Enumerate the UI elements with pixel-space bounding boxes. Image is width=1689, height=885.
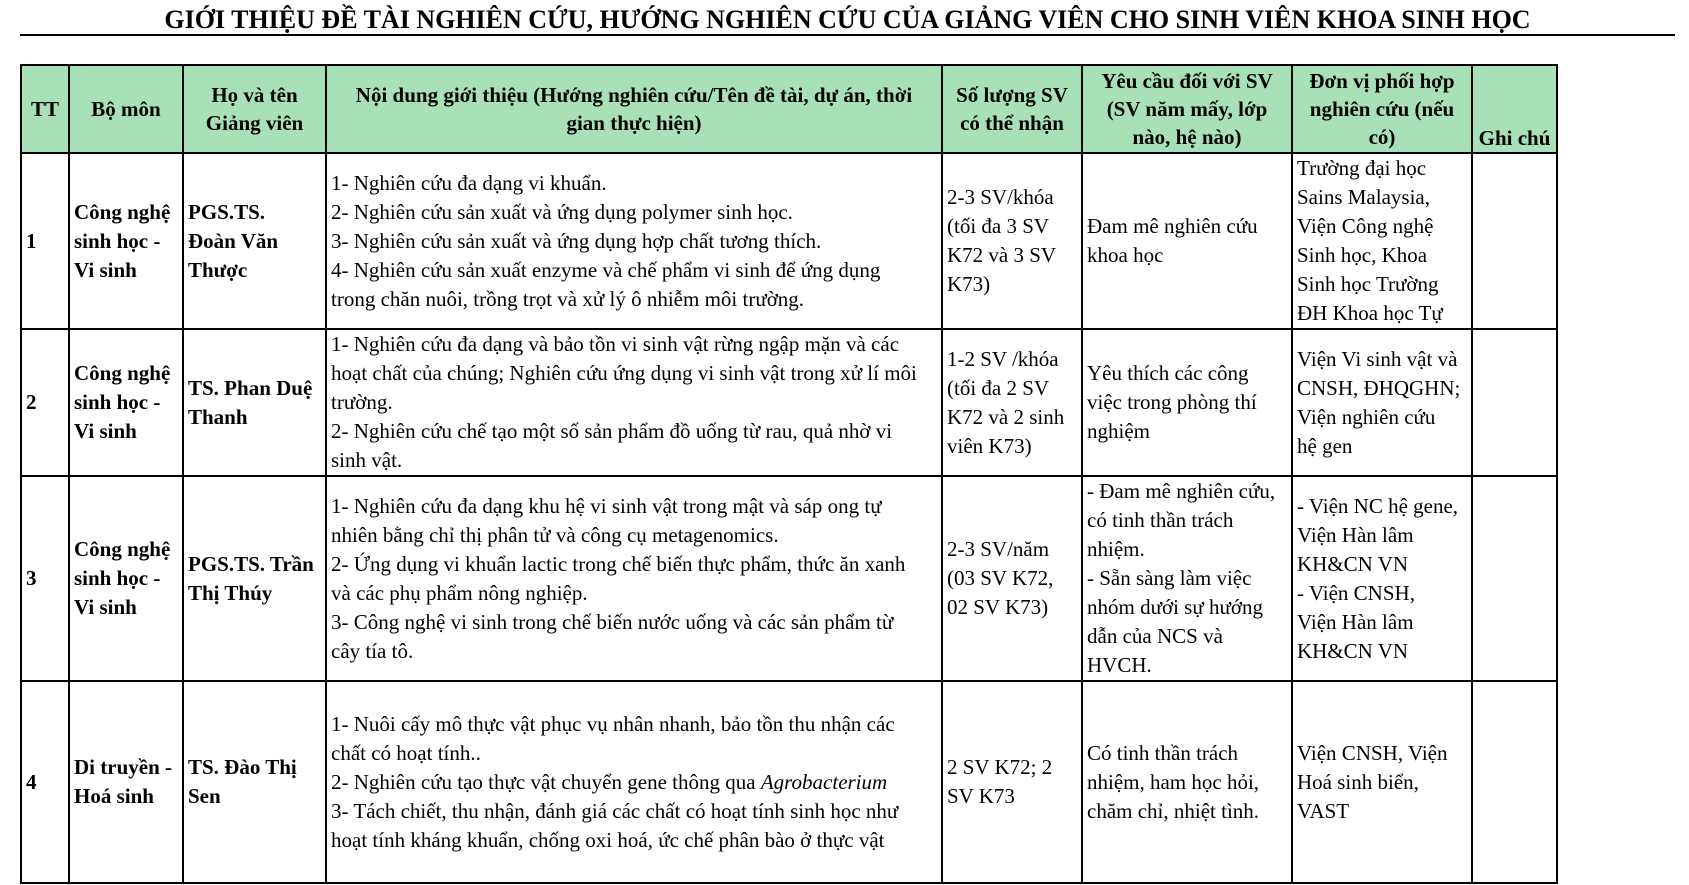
cell-bo-mon: Di truyền - Hoá sinh — [69, 681, 183, 883]
page-title: GIỚI THIỆU ĐỀ TÀI NGHIÊN CỨU, HƯỚNG NGHIÊN CỨU CỦA GIẢNG VIÊN CHO SINH VIÊN KHOA SINH HỌC — [20, 6, 1675, 36]
header-row — [21, 65, 1557, 153]
header-tt: TT — [21, 65, 69, 153]
header-ghi-chu: Ghi chú — [1472, 65, 1557, 153]
header-yeu-cau: Yêu cầu đối với SV (SV năm mấy, lớp nào, hệ nào) — [1082, 65, 1292, 153]
cell-so-luong: 1-2 SV /khóa (tối đa 2 SV K72 và 2 sinh viên K73) — [942, 329, 1082, 476]
cell-tt: 3 — [21, 476, 69, 681]
italic-term: Agrobacterium — [760, 769, 888, 794]
cell-tt: 1 — [21, 153, 69, 329]
header-bo-mon: Bộ môn — [69, 65, 183, 153]
cell-don-vi: Trường đại học Sains Malaysia, Viện Công nghệ Sinh học, Khoa Sinh học Trường ĐH Khoa học Tự — [1292, 153, 1472, 329]
cell-noi-dung: 1- Nuôi cấy mô thực vật phục vụ nhân nhanh, bảo tồn thu nhận các chất có hoạt tính.. 2- Nghiên cứu tạo thực vật chuyển gene thông qua Agrobacterium 3- Tách chiết, thu nhận, đánh giá các chất có hoạt tính sinh học như hoạt tính kháng khuẩn, chống oxi hoá, ức chế phân bào ở thực vật — [326, 681, 942, 883]
cell-tt: 2 — [21, 329, 69, 476]
header-noi-dung: Nội dung giới thiệu (Hướng nghiên cứu/Tên đề tài, dự án, thời gian thực hiện) — [326, 65, 942, 153]
cell-yeu-cau: Đam mê nghiên cứu khoa học — [1082, 153, 1292, 329]
cell-so-luong: 2-3 SV/khóa (tối đa 3 SV K72 và 3 SV K73) — [942, 153, 1082, 329]
header-giang-vien: Họ và tên Giảng viên — [183, 65, 326, 153]
cell-giang-vien: TS. Phan Duệ Thanh — [183, 329, 326, 476]
cell-noi-dung: 1- Nghiên cứu đa dạng và bảo tồn vi sinh vật rừng ngập mặn và các hoạt chất của chúng; Nghiên cứu ứng dụng vi sinh vật trong xử lí môi trường. 2- Nghiên cứu chế tạo một số sản phẩm đồ uống từ rau, quả nhờ vi sinh vật. — [326, 329, 942, 476]
cell-bo-mon: Công nghệ sinh học - Vi sinh — [69, 476, 183, 681]
cell-bo-mon: Công nghệ sinh học - Vi sinh — [69, 153, 183, 329]
cell-ghi-chu — [1472, 153, 1557, 329]
header-so-luong: Số lượng SV có thể nhận — [942, 65, 1082, 153]
cell-ghi-chu — [1472, 329, 1557, 476]
cell-ghi-chu — [1472, 476, 1557, 681]
cell-noi-dung: 1- Nghiên cứu đa dạng vi khuẩn. 2- Nghiên cứu sản xuất và ứng dụng polymer sinh học. 3- Nghiên cứu sản xuất và ứng dụng hợp chất tương thích. 4- Nghiên cứu sản xuất enzyme và chế phẩm vi sinh để ứng dụng trong chăn nuôi, trồng trọt và xử lý ô nhiễm môi trường. — [326, 153, 942, 329]
table-row — [21, 153, 1557, 329]
cell-yeu-cau: Có tinh thần trách nhiệm, ham học hỏi, chăm chỉ, nhiệt tình. — [1082, 681, 1292, 883]
cell-tt: 4 — [21, 681, 69, 883]
cell-giang-vien: PGS.TS. Đoàn Văn Thược — [183, 153, 326, 329]
cell-bo-mon: Công nghệ sinh học - Vi sinh — [69, 329, 183, 476]
cell-noi-dung: 1- Nghiên cứu đa dạng khu hệ vi sinh vật trong mật và sáp ong tự nhiên bằng chỉ thị phân tử và công cụ metagenomics. 2- Ứng dụng vi khuẩn lactic trong chế biến thực phẩm, thức ăn xanh và các phụ phẩm nông nghiệp. 3- Công nghệ vi sinh trong chế biến nước uống và các sản phẩm từ cây tía tô. — [326, 476, 942, 681]
cell-so-luong: 2-3 SV/năm (03 SV K72, 02 SV K73) — [942, 476, 1082, 681]
cell-don-vi: Viện CNSH, Viện Hoá sinh biển, VAST — [1292, 681, 1472, 883]
cell-giang-vien: TS. Đào Thị Sen — [183, 681, 326, 883]
cell-yeu-cau: - Đam mê nghiên cứu, có tinh thần trách nhiệm. - Sẵn sàng làm việc nhóm dưới sự hướng dẫn của NCS và HVCH. — [1082, 476, 1292, 681]
header-don-vi: Đơn vị phối hợp nghiên cứu (nếu có) — [1292, 65, 1472, 153]
research-table — [20, 64, 1558, 884]
table-row — [21, 476, 1557, 681]
cell-don-vi: - Viện NC hệ gene, Viện Hàn lâm KH&CN VN - Viện CNSH, Viện Hàn lâm KH&CN VN — [1292, 476, 1472, 681]
cell-so-luong: 2 SV K72; 2 SV K73 — [942, 681, 1082, 883]
table-row — [21, 681, 1557, 883]
cell-don-vi: Viện Vi sinh vật và CNSH, ĐHQGHN; Viện nghiên cứu hệ gen — [1292, 329, 1472, 476]
cell-ghi-chu — [1472, 681, 1557, 883]
cell-yeu-cau: Yêu thích các công việc trong phòng thí nghiệm — [1082, 329, 1292, 476]
cell-giang-vien: PGS.TS. Trần Thị Thúy — [183, 476, 326, 681]
table-row — [21, 329, 1557, 476]
